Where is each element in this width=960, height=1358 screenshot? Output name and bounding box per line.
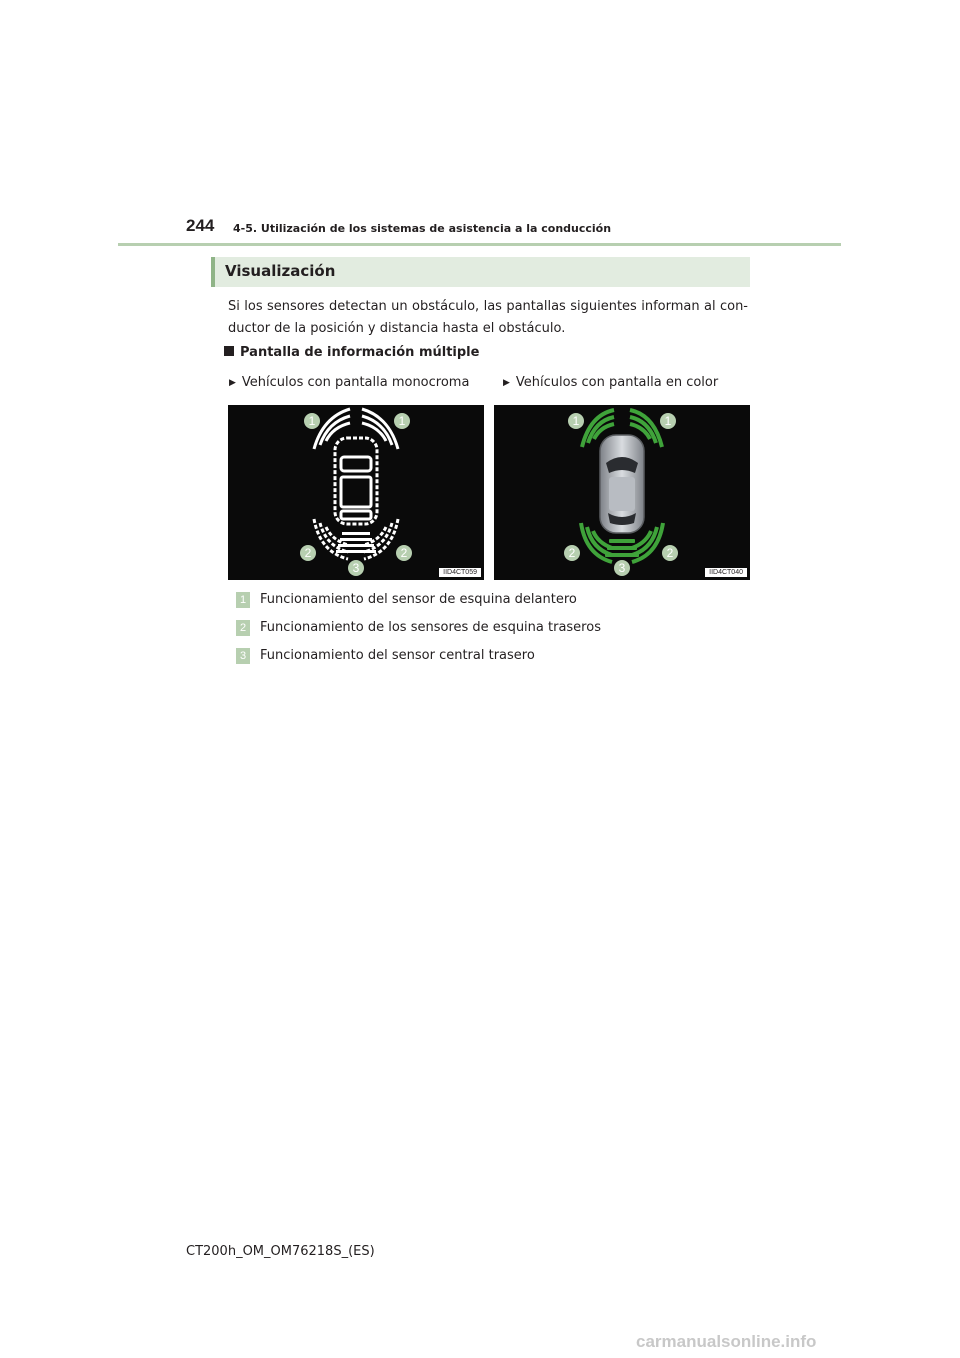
- black-square-icon: [224, 346, 234, 356]
- monochrome-display-graphic: [228, 405, 484, 580]
- callout-front-left: 1: [308, 414, 316, 428]
- variant-color-text: Vehículos con pantalla en color: [515, 375, 719, 390]
- monochrome-display-image: [228, 405, 484, 580]
- callout-rear-left-color: 2: [568, 546, 576, 560]
- subheading-text: Pantalla de información múltiple: [240, 345, 480, 360]
- number-badge: 2: [236, 620, 250, 636]
- subheading: [224, 345, 479, 360]
- variant-label-color: [503, 375, 718, 390]
- section-heading-text: Visualización: [225, 262, 336, 280]
- image-code-label: IID4CT059: [439, 568, 481, 577]
- intro-paragraph: Si los sensores detectan un obstáculo, las pantallas siguientes informan al con-ductor de la posición y distancia hasta el obstáculo.: [228, 299, 748, 336]
- callout-front-right: 1: [398, 414, 406, 428]
- legend-text: Funcionamiento de los sensores de esquina traseros: [260, 620, 601, 635]
- legend-text: Funcionamiento del sensor central trasero: [260, 648, 535, 663]
- callout-rear-right: 2: [400, 546, 408, 560]
- document-code: CT200h_OM_OM76218S_(ES): [186, 1244, 375, 1259]
- page-number: 244: [186, 216, 215, 235]
- watermark: carmanualsonline.info: [636, 1332, 817, 1351]
- color-display-graphic: [494, 405, 750, 580]
- legend-text: Funcionamiento del sensor de esquina delantero: [260, 592, 577, 607]
- variant-label-mono: [229, 375, 469, 390]
- number-badge: 3: [236, 648, 250, 664]
- triangle-right-icon: ▶: [503, 378, 510, 388]
- number-badge: 1: [236, 592, 250, 608]
- callout-front-right-color: 1: [664, 414, 672, 428]
- triangle-right-icon: ▶: [229, 378, 236, 388]
- image-code-label: IID4CT040: [705, 568, 747, 577]
- color-display-image: [494, 405, 750, 580]
- callout-rear-center-color: 3: [618, 561, 626, 575]
- callout-rear-left: 2: [304, 546, 312, 560]
- running-head: 4-5. Utilización de los sistemas de asistencia a la conducción: [233, 222, 612, 235]
- header-rule: [118, 243, 841, 246]
- variant-mono-text: Vehículos con pantalla monocroma: [241, 375, 470, 390]
- callout-front-left-color: 1: [572, 414, 580, 428]
- callout-rear-center: 3: [352, 561, 360, 575]
- section-heading: [211, 257, 750, 287]
- callout-rear-right-color: 2: [666, 546, 674, 560]
